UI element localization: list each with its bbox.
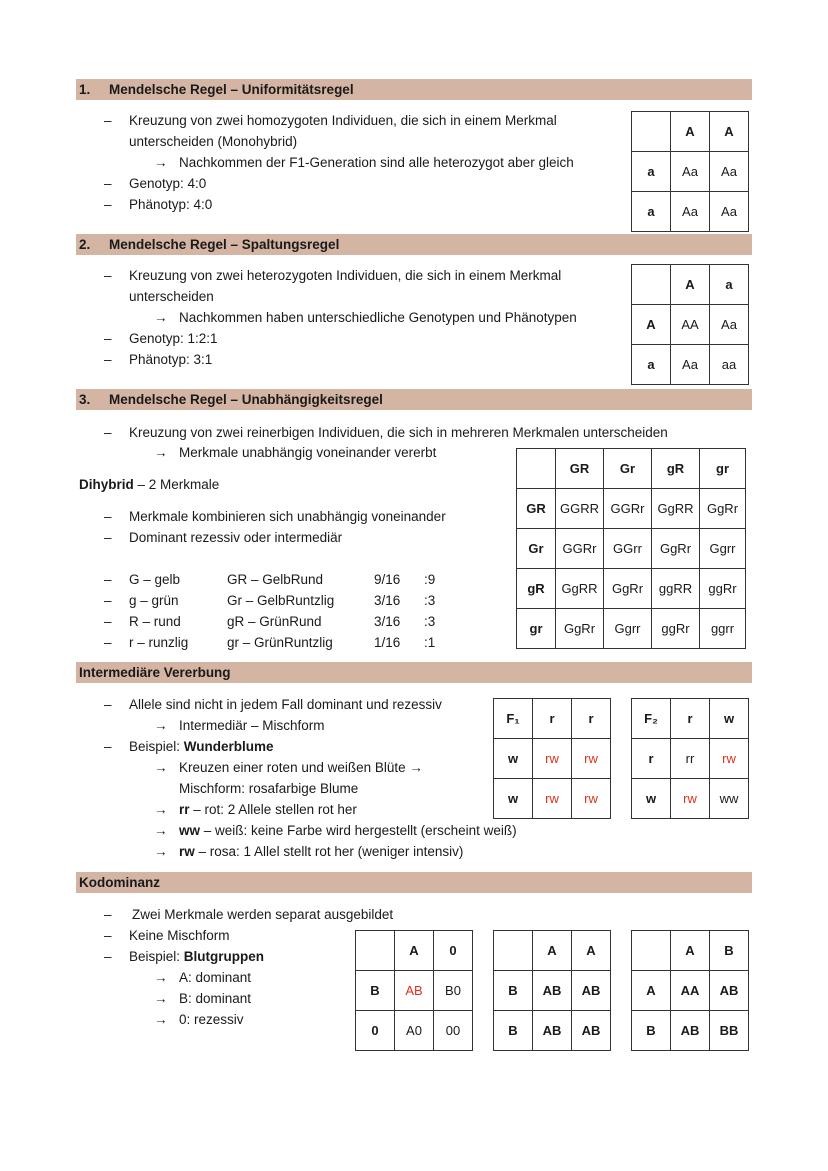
bullet-text: Zwei Merkmale werden separat ausgebildet [132,907,394,922]
allele-rest: – weiß: keine Farbe wird hergestellt (erscheint weiß) [200,823,517,838]
section-header-intermediate [76,662,752,683]
table-header-cell: A [671,265,710,305]
table-cell: Aa [710,192,749,232]
allele-bold: ww [179,823,201,838]
phenotype-def: GR – GelbRund [227,572,324,587]
section-header-3 [76,389,752,410]
table-cell: Aa [671,345,710,385]
phenotype-def: gR – GrünRund [227,614,322,629]
bullet-dash: – [104,614,112,629]
table-header-cell: 0 [356,1011,395,1051]
table-cell: aa [710,345,749,385]
table-cell: ggRr [700,569,746,609]
probability: 3/16 [374,614,401,629]
table-row [494,739,611,779]
table-header-cell: w [494,739,533,779]
table-row [632,112,749,152]
example-bold: Blutgruppen [183,949,265,964]
example-bold: Wunderblume [183,739,274,754]
section-title: Mendelsche Regel – Uniformitätsregel [109,82,354,97]
table-cell: GgRR [556,569,604,609]
bullet-dash: – [104,593,112,608]
punnett-table-blood-2 [493,930,611,1051]
table-cell: A0 [395,1011,434,1051]
table-row [632,739,749,779]
dihybrid-rest: – 2 Merkmale [133,477,220,492]
arrow-icon: → [154,991,168,1006]
table-header-cell: GR [556,449,604,489]
arrow-text: Nachkommen haben unterschiedliche Genotypen und Phänotypen [179,310,577,325]
punnett-table-blood-3 [631,930,749,1051]
table-row [517,529,746,569]
section-title: Mendelsche Regel – Unabhängigkeitsregel [109,392,383,407]
table-cell: B0 [434,971,473,1011]
table-header-cell: a [632,152,671,192]
table-cell: ggRr [652,609,700,649]
genotype-text: Genotyp: 1:2:1 [129,331,218,346]
bullet-text: Merkmale kombinieren sich unabhängig voneinander [129,509,446,524]
punnett-table-f2 [631,698,749,819]
table-cell: ggrr [700,609,746,649]
table-row [356,931,473,971]
table-header-cell: F₁ [494,699,533,739]
genotype-text: Genotyp: 4:0 [129,176,207,191]
arrow-icon: → [154,445,168,460]
table-cell: GGRR [556,489,604,529]
phenotype-def: Gr – GelbRuntzlig [227,593,335,608]
bullet-dash: – [104,572,112,587]
table-row [517,609,746,649]
bullet-dash: – [104,530,112,545]
table-cell: AA [671,305,710,345]
bullet-text-cont: unterscheiden (Monohybrid) [129,134,298,149]
table-header-cell: gr [517,609,556,649]
dihybrid-bold: Dihybrid [79,477,134,492]
allele-rest: – rot: 2 Allele stellen rot her [189,802,357,817]
table-header-cell: A [710,112,749,152]
table-cell: rw [533,779,572,819]
bullet-text: Dominant rezessiv oder intermediär [129,530,343,545]
arrow-text: Nachkommen der F1-Generation sind alle heterozygot aber gleich [179,155,574,170]
bullet-dash: – [104,268,112,283]
phenotype-def: gr – GrünRuntzlig [227,635,333,650]
table-row [632,931,749,971]
table-header-cell: A [671,931,710,971]
table-row [356,971,473,1011]
table-cell: Ggrr [700,529,746,569]
table-header-cell: Gr [604,449,652,489]
ratio: :3 [424,593,436,608]
arrow-icon: → [154,1012,168,1027]
table-header-cell: gR [517,569,556,609]
ratio: :1 [424,635,436,650]
table-row [517,449,746,489]
table-cell: AB [671,1011,710,1051]
bullet-dash: – [104,197,112,212]
table-header-cell [632,265,671,305]
table-cell: Aa [671,152,710,192]
table-header-cell: B [710,931,749,971]
table-cell: rr [671,739,710,779]
arrow-icon: → [154,844,168,859]
table-cell: ggRR [652,569,700,609]
table-header-cell: B [356,971,395,1011]
table-header-cell: A [572,931,611,971]
punnett-table-blood-1 [355,930,473,1051]
punnett-table-1 [631,111,749,232]
table-cell: Aa [710,305,749,345]
allele-def: g – grün [129,593,179,608]
table-header-cell: GR [517,489,556,529]
bullet-dash: – [104,635,112,650]
bullet-dash: – [104,949,112,964]
table-row [494,779,611,819]
probability: 9/16 [374,572,401,587]
example-prefix: Beispiel: [129,949,184,964]
table-header-cell: r [572,699,611,739]
table-cell: GGRr [604,489,652,529]
table-cell: GgRr [604,569,652,609]
table-cell: ww [710,779,749,819]
punnett-table-dihybrid [516,448,746,649]
arrow-icon: → [154,970,168,985]
table-cell: rw [710,739,749,779]
arrow-icon: → [154,802,168,817]
allele-rest: – rosa: 1 Allel stellt rot her (weniger intensiv) [194,844,464,859]
bullet-text: Kreuzung von zwei heterozygoten Individuen, die sich in einem Merkmal [129,268,562,283]
table-row [632,192,749,232]
ratio: :9 [424,572,436,587]
table-row [494,931,611,971]
table-cell: GgRr [652,529,700,569]
section-number: 2. [79,237,91,252]
arrow-text [179,801,357,819]
table-cell: AB [533,971,572,1011]
table-cell: AB [710,971,749,1011]
table-header-cell: A [671,112,710,152]
table-header-cell: w [494,779,533,819]
section-title: Intermediäre Vererbung [79,665,231,680]
allele-bold: rw [179,844,195,859]
bullet-text: Kreuzung von zwei reinerbigen Individuen, die sich in mehreren Merkmalen unterscheiden [129,425,668,440]
table-cell: AB [572,1011,611,1051]
bullet-dash: – [104,331,112,346]
bullet-dash: – [104,928,112,943]
table-header-cell: B [494,1011,533,1051]
probability: 3/16 [374,593,401,608]
table-row [632,971,749,1011]
table-header-cell [517,449,556,489]
table-cell: rw [671,779,710,819]
table-cell: AB [533,1011,572,1051]
example-text [129,948,264,966]
section-header-codominance [76,872,752,893]
allele-def: r – runzlig [129,635,189,650]
table-row [494,699,611,739]
arrow-text: Kreuzen einer roten und weißen Blüte → [179,760,423,775]
table-header-cell: w [632,779,671,819]
dihybrid-label [79,476,219,494]
arrow-icon: → [154,310,168,325]
table-cell: Ggrr [604,609,652,649]
section-number: 3. [79,392,91,407]
arrow-text [179,822,517,840]
table-header-cell: B [632,1011,671,1051]
arrow-icon: → [154,718,168,733]
table-header-cell [494,931,533,971]
table-row [356,1011,473,1051]
table-header-cell: r [533,699,572,739]
table-row [632,779,749,819]
arrow-text: 0: rezessiv [179,1012,244,1027]
table-cell: 00 [434,1011,473,1051]
arrow-icon: → [154,155,168,170]
table-row [517,489,746,529]
table-row [494,971,611,1011]
table-cell: GgRR [652,489,700,529]
bullet-text: Allele sind nicht in jedem Fall dominant und rezessiv [129,697,442,712]
table-header-cell: F₂ [632,699,671,739]
bullet-dash: – [104,176,112,191]
table-header-cell: gr [700,449,746,489]
table-cell: AA [671,971,710,1011]
phenotype-text: Phänotyp: 3:1 [129,352,213,367]
table-header-cell: A [632,305,671,345]
table-header-cell: A [533,931,572,971]
table-row [632,305,749,345]
arrow-icon: → [154,760,168,775]
punnett-table-f1 [493,698,611,819]
table-header-cell: 0 [434,931,473,971]
table-header-cell: w [710,699,749,739]
table-header-cell: a [632,345,671,385]
table-row [632,265,749,305]
section-header-2 [76,234,752,255]
table-header-cell: B [494,971,533,1011]
table-cell: GgRr [556,609,604,649]
table-cell: Aa [671,192,710,232]
table-row [632,345,749,385]
bullet-dash: – [104,509,112,524]
table-row [632,152,749,192]
table-cell: GGRr [556,529,604,569]
table-cell: GgRr [700,489,746,529]
phenotype-text: Phänotyp: 4:0 [129,197,213,212]
section-title: Kodominanz [79,875,160,890]
bullet-dash: – [104,352,112,367]
table-cell: AB [395,971,434,1011]
table-header-cell [632,112,671,152]
bullet-dash: – [104,697,112,712]
table-header-cell: A [395,931,434,971]
bullet-text-cont: unterscheiden [129,289,214,304]
table-header-cell: A [632,971,671,1011]
arrow-icon: → [154,823,168,838]
arrow-text: Merkmale unabhängig voneinander vererbt [179,445,437,460]
bullet-dash: – [104,739,112,754]
table-cell: rw [572,739,611,779]
arrow-text: B: dominant [179,991,252,1006]
section-number: 1. [79,82,91,97]
arrow-text [179,843,463,861]
allele-def: R – rund [129,614,181,629]
table-header-cell: r [632,739,671,779]
arrow-text: A: dominant [179,970,252,985]
table-row [517,569,746,609]
bullet-dash: – [104,113,112,128]
example-text [129,738,274,756]
table-row [494,1011,611,1051]
table-cell: GGrr [604,529,652,569]
table-row [632,699,749,739]
bullet-dash: – [104,907,112,922]
table-cell: Aa [710,152,749,192]
table-cell: rw [572,779,611,819]
section-title: Mendelsche Regel – Spaltungsregel [109,237,340,252]
table-header-cell [356,931,395,971]
table-header-cell: Gr [517,529,556,569]
punnett-table-2 [631,264,749,385]
table-header-cell: gR [652,449,700,489]
table-header-cell: r [671,699,710,739]
bullet-text: Kreuzung von zwei homozygoten Individuen, die sich in einem Merkmal [129,113,557,128]
table-row [632,1011,749,1051]
section-header-1 [76,79,752,100]
bullet-text: Keine Mischform [129,928,230,943]
table-header-cell: a [710,265,749,305]
ratio: :3 [424,614,436,629]
table-cell: BB [710,1011,749,1051]
probability: 1/16 [374,635,401,650]
bullet-dash: – [104,425,112,440]
allele-bold: rr [179,802,190,817]
example-prefix: Beispiel: [129,739,184,754]
table-header-cell [632,931,671,971]
table-cell: rw [533,739,572,779]
allele-def: G – gelb [129,572,181,587]
arrow-text: Intermediär – Mischform [179,718,325,733]
table-cell: AB [572,971,611,1011]
table-header-cell: a [632,192,671,232]
arrow-text-cont: Mischform: rosafarbige Blume [179,781,359,796]
